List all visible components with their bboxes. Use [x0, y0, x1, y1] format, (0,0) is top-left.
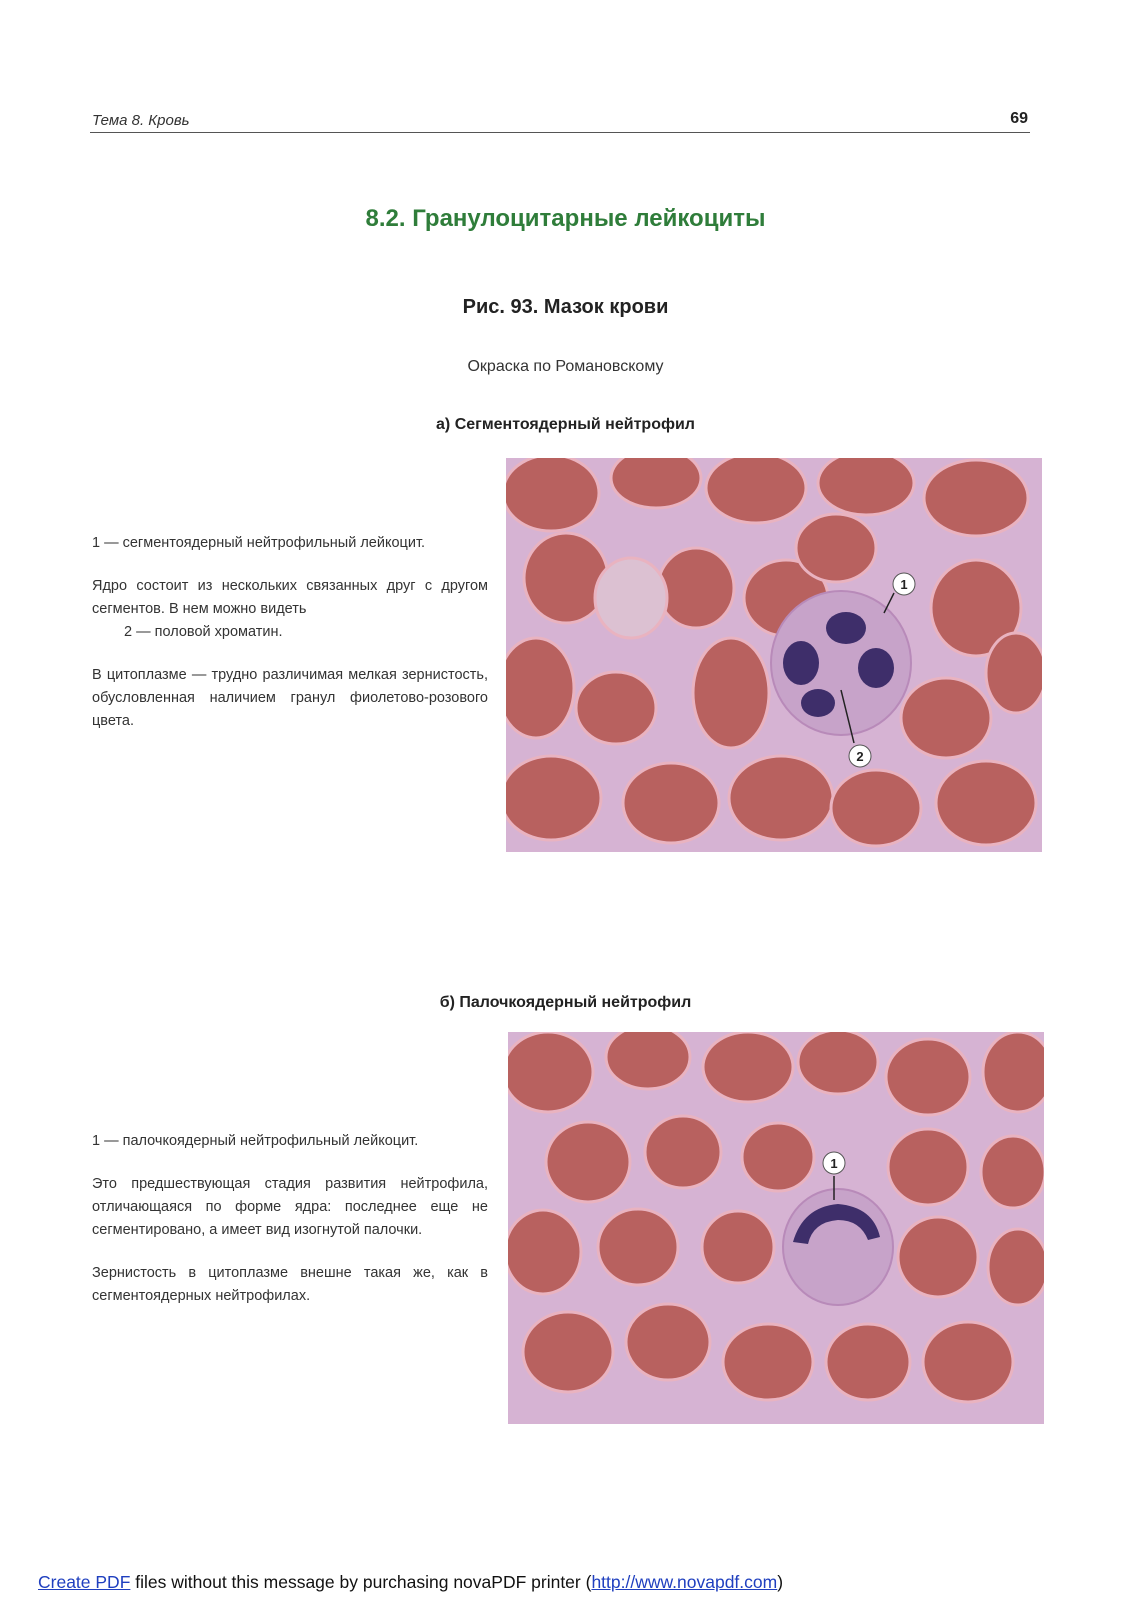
figure-b-heading: б) Палочкоядерный нейтрофил: [439, 994, 692, 1011]
marker-1-label: 1: [900, 577, 908, 592]
figure-a-description: [92, 532, 488, 753]
pdf-footer-notice: [38, 1572, 783, 1593]
footer-text-2: ): [777, 1572, 784, 1592]
figure-a-heading: а) Сегментоядерный нейтрофил: [436, 416, 695, 433]
figure-b-description: [92, 1130, 488, 1328]
marker-1-label: 1: [830, 1156, 838, 1171]
section-title: 8.2. Гранулоцитарные лейкоциты: [365, 205, 766, 232]
create-pdf-link[interactable]: Create PDF: [38, 1572, 131, 1592]
figure-b-legend-1: 1 — палочкоядерный нейтрофильный лейкоцит.: [92, 1133, 419, 1149]
figure-a-nucleus-paragraph: [92, 575, 488, 644]
figure-a-nucleus-text: Ядро состоит из нескольких связанных друг с другом сегментов. В нем можно видеть: [92, 578, 488, 617]
novapdf-link[interactable]: http://www.novapdf.com: [591, 1572, 778, 1592]
figure-a-legend-1: 1 — сегментоядерный нейтрофильный лейкоцит.: [92, 535, 426, 551]
figure-a-cytoplasm-text: В цитоплазме — трудно различимая мелкая зернистость, обусловленная наличием гранул фиолетово-розового цвета.: [92, 667, 488, 729]
figure-title: Рис. 93. Мазок крови: [462, 296, 669, 318]
running-title: Тема 8. Кровь: [92, 112, 190, 129]
figure-b-stage-text: Это предшествующая стадия развития нейтрофила, отличающаяся по форме ядра: последнее еще не сегментировано, а имеет вид изогнутой палочки.: [92, 1176, 488, 1238]
marker-2-label: 2: [856, 749, 864, 764]
pale-cell: [595, 558, 667, 638]
running-header: [90, 108, 1030, 133]
stain-caption: Окраска по Романовскому: [467, 358, 664, 375]
micrograph-band-neutrophil: [508, 1032, 1044, 1424]
page-number: 69: [1010, 110, 1028, 127]
micrograph-segmented-neutrophil: [506, 458, 1042, 852]
figure-b-granularity-text: Зернистость в цитоплазме внешне такая же, как в сегментоядерных нейтрофилах.: [92, 1265, 488, 1304]
figure-a-legend-2: 2 — половой хроматин.: [124, 624, 283, 640]
footer-text-1: files without this message by purchasing novaPDF printer (: [130, 1572, 592, 1592]
